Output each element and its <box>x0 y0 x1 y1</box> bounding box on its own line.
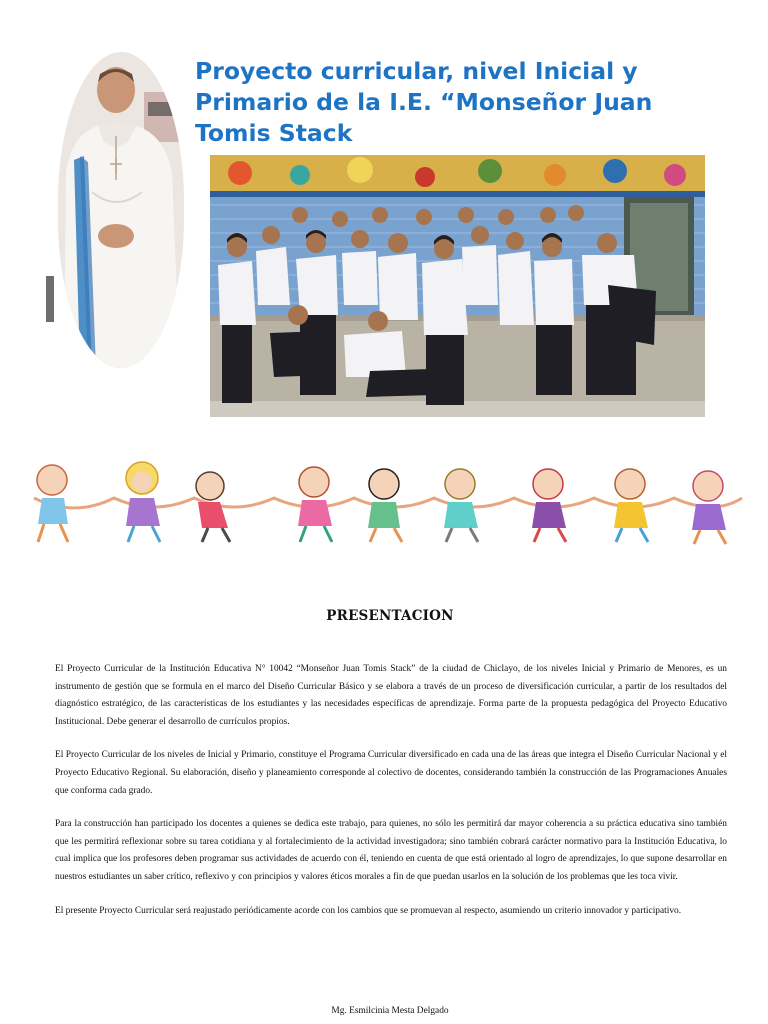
portrait-photo <box>58 52 184 368</box>
group-photo <box>210 155 705 417</box>
section-heading: PRESENTACION <box>326 608 454 624</box>
paragraph: El Proyecto Curricular de los niveles de Inicial y Primario, constituye el Programa Curricular diversificado en cada una de las áreas que integra el Diseño Curricular Nacional y el Proyecto Educativo Regional. Su elaboración, diseño y planeamiento corresponde al colectivo de docentes, considerando también la construcción de las Programaciones Anuales que conforma cada grado. <box>55 750 727 796</box>
paragraph: El presente Proyecto Curricular será reajustado periódicamente acorde con los cambios que se promuevan al respecto, asumiendo un criterio innovador y participativo. <box>55 905 682 916</box>
presentation-body <box>55 661 727 936</box>
children-illustration <box>14 458 746 548</box>
paragraph: Para la construcción han participado los docentes a quienes se dedica este trabajo, para quienes, no sólo les permitirá dar mayor coherencia a su práctica educativa sino también que les permitirá reflexionar sobre su tarea cotidiana y al fortalecimiento de la actividad investigadora; sino también cobrará carácter normativo para la Institución Educativa, lo cual implica que los profesores deben programar sus actividades de acuerdo con él, teniendo en cuenta de que está orientado al logro de aprendizajes, lo que supone desarrollar en nuestros estudiantes un saber crítico, reflexivo y con principios y valores éticos morales a fin de que puedan usarlos en la solución de los problemas que les toca vivir. <box>55 819 727 882</box>
signature-name: Mg. Esmilcinia Mesta Delgado <box>331 1006 449 1016</box>
decorative-bar <box>46 276 54 322</box>
document-title: Proyecto curricular, nivel Inicial y Primario de la I.E. “Monseñor Juan Tomis Stack <box>195 57 653 147</box>
paragraph: El Proyecto Curricular de la Institución Educativa N° 10042 “Monseñor Juan Tomis Stack” de la ciudad de Chiclayo, de los niveles Inicial y Primario de Menores, es un instrumento de gestión que se formula en el marco del Diseño Curricular Básico y se elabora a través de un proceso de diversificación curricular, a partir de los resultados del diagnóstico estratégico, de las características de los estudiantes y las necesidades específicas de aprendizaje. Forma parte de la propuesta pedagógica del Proyecto Educativo Institucional. Debe generar el desarrollo de currículos propios. <box>55 664 727 727</box>
